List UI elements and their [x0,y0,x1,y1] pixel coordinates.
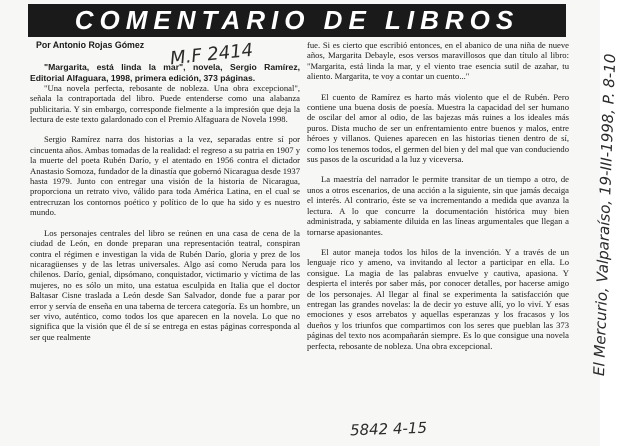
paragraph: Los personajes centrales del libro se reúnen en una casa de cena de la ciudad de León, en donde preparan una representación teatral, conspiran contra el régimen e investigan la vida de Rubén Darío, gloria y prez de los nicaragüenses y de las letras universales. Algo así como Neruda para los chilenos. Darío, genial, dipsómano, conquistador, victimario y víctima de las mujeres, no es sólo un mito, una estatua esculpida en Italia que el doctor Baltasar Cisne traslada a León desde San Salvador, donde fue a parar por error y servía de enseña en una taberna de tercera categoría. Es un hombre, un ser vivo, auténtico, como todos los que aparecen en la novela. Lo que no significa que la visión que él de sí se entrega en estas páginas corresponda al ser que realmente [30,227,300,342]
paragraph: El cuento de Ramírez es harto más violento que el de Rubén. Pero contiene una buena dosis de poesía. Muestra la capacidad del ser humano de oscilar del amor al odio, de las bajezas más ruines a los ideales más puros. Dista mucho de ser un enfrentamiento entre buenos y malos, entre héroes y villanos. Quienes aparecen en las historias tienen dentro de sí, como los tenemos todos, el germen del bien y del mal que van conduciendo sus pasos de la oscuridad a la luz y viceversa. [307,91,569,165]
paragraph-gap [30,124,300,134]
article-author: Por Antonio Rojas Gómez [36,40,145,50]
paragraph: fue. Si es cierto que escribió entonces, en el abanico de una niña de nueve años, Margarita Debayle, esos versos maravillosos que dan título al libro: "Margarita, está linda la mar, y el viento trae esencia sutil de azahar, tu aliento. Margarita, te voy a contar un cuento..." [307,40,569,82]
right-column [307,40,569,351]
handwritten-catalog-number: M.F 2414 [169,39,255,70]
section-banner: COMENTARIO DE LIBROS [28,4,566,37]
paragraph-gap [307,164,569,174]
paragraph-gap [307,82,569,92]
paragraph: La maestría del narrador le permite transitar de un tiempo a otro, de unos a otros escenarios, de una acción a la siguiente, sin que jamás decaiga el interés. Al contrario, éste se va incrementando a medida que avanza la lectura. A lo que concurre la documentación histórica muy bien administrada, y sabiamente diluida en las líneas argumentales que llegan a tornarse apasionantes. [307,174,569,237]
paragraph-gap [307,237,569,247]
handwritten-bottom-note: 5842 4-15 [349,418,428,440]
handwritten-source-note: El Mercurio, Valparaíso, 19-III-1998, P. 8-10 [589,53,619,377]
book-bibliography: "Margarita, está linda la mar", novela, Sergio Ramírez, Editorial Alfaguara, 1998, primera edición, 373 páginas. [30,62,300,83]
paragraph: Sergio Ramírez narra dos historias a la vez, separadas entre sí por cincuenta años. Ambas tomadas de la realidad: el regreso a su patria en 1907 y la muerte del poeta Rubén Darío, y el atentado en 1956 contra el dictador Anastasio Somoza, fundador de la dinastía que gobernó Nicaragua desde 1937 hasta 1979. Junto con entregar una visión de la historia de Nicaragua, proporciona un retrato vivo, válido para toda América Latina, en el cual se entrecruzan los contornos poético y político de lo que ha sido y es nuestro mundo. [30,134,300,218]
paragraph-gap [30,218,300,228]
paragraph: "Una novela perfecta, rebosante de nobleza. Una obra excepcional", señala la contraportada del libro. Puede entenderse como una alabanza publicitaria. Y sin embargo, corresponde fielmente a la impresión que deja la lectura de este texto galardonado con el Premio Alfaguara de Novela 1998. [30,82,300,125]
left-column [30,40,300,342]
paragraph: El autor maneja todos los hilos de la invención. Y a través de un lenguaje rico y ameno, va invitando al lector a participar en ella. Lo consigue. La magia de las palabras envuelve y cautiva, apasiona. Y despierta el interés por saber más, por conocer detalles, por hacerse amigo de los personajes. Al llegar al final se experimenta la satisfacción que entregan las grandes novelas: la de decir yo estuve allí, yo lo viví. Y esas emociones y esos arrebatos y aquellas esperanzas y los fracasos y los dueños y los triunfos que compartimos con los seres que pueblan las 373 páginas del texto nos acompañarán siempre. Es lo que consigue una novela perfecta, rebosante de nobleza. Una obra excepcional. [307,246,569,351]
